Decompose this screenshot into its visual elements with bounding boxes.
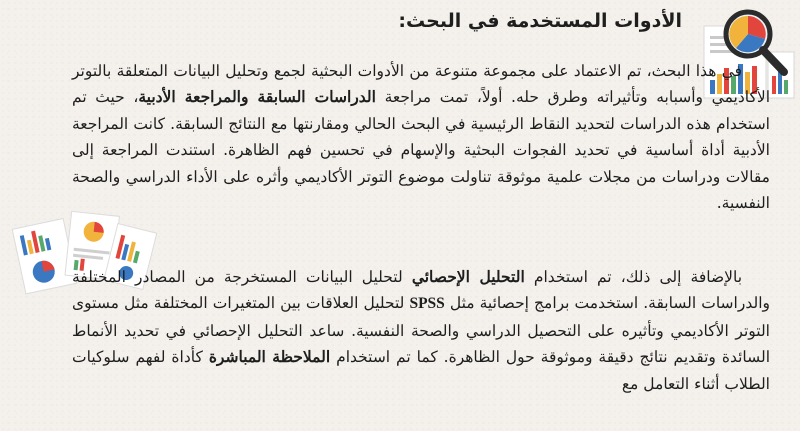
paragraph-2-text-3: لتحليل العلاقات بين المتغيرات المختلفة مثل مستوى التوتر الأكاديمي وتأثيره على التحصيل الدراسي والصحة النفسية. ساعد التحليل الإحصائي في تحديد الأنماط السائدة وتقديم نتائج دقيقة وموثوقة حول الظاهرة. كما تم استخدام <box>72 294 771 367</box>
paragraph-2-latin-term: SPSS <box>409 295 445 313</box>
document-body <box>72 58 770 397</box>
paragraph-2 <box>72 264 770 397</box>
paragraph-2-text-2: لتحليل البيانات المستخرجة من المصادر المختلفة والدراسات السابقة. استخدمت برامج إحصائية مثل <box>72 268 770 313</box>
paragraph-2-text-4: كأداة لفهم سلوكيات الطلاب أثناء التعامل مع <box>72 348 770 393</box>
paragraph-2-bold-2: الملاحظة المباشرة <box>208 347 331 367</box>
paragraph-1-bold-1: الدراسات السابقة والمراجعة الأدبية <box>138 87 376 107</box>
page-title: الأدوات المستخدمة في البحث: <box>398 10 682 32</box>
paragraph-1-text-1: في هذا البحث، تم الاعتماد على مجموعة متنوعة من الأدوات البحثية لجمع وتحليل البيانات المتعلقة بالتوتر الأكاديمي وأسبابه وتأثيراته وطرق حله. أولاً، تمت مراجعة <box>72 62 771 107</box>
paragraph-1 <box>72 58 770 256</box>
paragraph-1-text-2: ، حيث تم استخدام هذه الدراسات لتحديد النقاط الرئيسية في البحث الحالي ومقارنتها مع النتائج السابقة. كانت المراجعة الأدبية أداة أساسية في تحديد الفجوات البحثية والإسهام في تحسين فهم الظاهرة. استندت المراجعة إلى مقالات ودراسات من مجلات علمية موثوقة تناولت موضوع التوتر الأكاديمي وأثره على الأداء الدراسي والصحة النفسية. <box>72 88 770 213</box>
paragraph-2-text-1: بالإضافة إلى ذلك، تم استخدام <box>524 268 743 286</box>
paragraph-2-bold-1: التحليل الإحصائي <box>411 267 525 286</box>
